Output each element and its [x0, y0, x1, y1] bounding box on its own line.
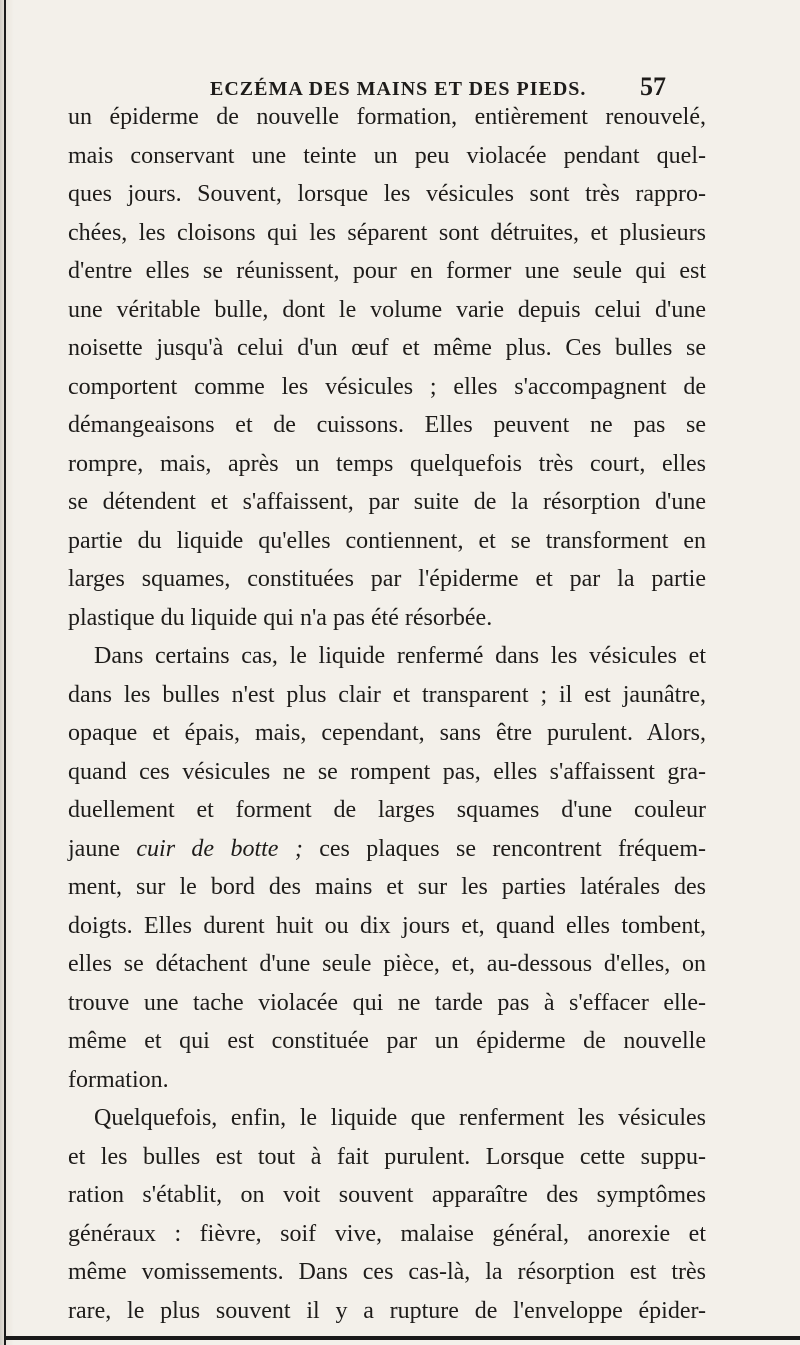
- text-line: rare, le plus souvent il y a rupture de l'enveloppe épider-: [68, 1297, 706, 1324]
- text-line: duellement et forment de larges squames d'une couleur: [68, 797, 706, 823]
- page-bottom-edge-line: [4, 1336, 800, 1340]
- text-line: rompre, mais, après un temps quelquefois très court, elles: [68, 450, 706, 477]
- text-line: et les bulles est tout à fait purulent. Lorsque cette suppu-: [68, 1143, 706, 1170]
- text-line: un épiderme de nouvelle formation, entièrement renouvelé,: [68, 104, 706, 130]
- text-line: dans les bulles n'est plus clair et transparent ; il est jaunâtre,: [68, 681, 706, 708]
- text-line: mais conservant une teinte un peu violacée pendant quel-: [68, 142, 706, 169]
- paragraph-end-line: plastique du liquide qui n'a pas été résorbée.: [68, 604, 493, 631]
- binding-edge-line: [4, 0, 6, 1345]
- text-line: démangeaisons et de cuissons. Elles peuvent ne pas se: [68, 412, 706, 438]
- italic-phrase: cuir de botte ;: [136, 835, 303, 862]
- text-line: quand ces vésicules ne se rompent pas, elles s'affaissent gra-: [68, 758, 706, 785]
- text-line: même vomissements. Dans ces cas-là, la résorption est très: [68, 1259, 706, 1285]
- page-number: 57: [640, 72, 666, 101]
- paragraph-first-line: Dans certains cas, le liquide renfermé dans les vésicules et: [94, 643, 706, 669]
- text-line: opaque et épais, mais, cependant, sans être purulent. Alors,: [68, 720, 706, 746]
- text-line: ment, sur le bord des mains et sur les parties latérales des: [68, 874, 706, 900]
- paragraph-end-line: formation.: [68, 1066, 169, 1093]
- text-line: se détendent et s'affaissent, par suite de la résorption d'une: [68, 489, 706, 515]
- text-line-with-italic: [68, 830, 706, 869]
- text-line: comportent comme les vésicules ; elles s'accompagnent de: [68, 373, 706, 400]
- text-line: elles se détachent d'une seule pièce, et, au-dessous d'elles, on: [68, 951, 706, 977]
- text-line: larges squames, constituées par l'épiderme et par la partie: [68, 566, 706, 592]
- text-line: ration s'établit, on voit souvent apparaître des symptômes: [68, 1182, 706, 1208]
- text-line: chées, les cloisons qui les séparent sont détruites, et plusieurs: [68, 219, 706, 246]
- text-line: doigts. Elles durent huit ou dix jours et, quand elles tombent,: [68, 912, 706, 939]
- text-line: trouve une tache violacée qui ne tarde pas à s'effacer elle-: [68, 989, 706, 1016]
- text-line: partie du liquide qu'elles contiennent, et se transforment en: [68, 527, 706, 554]
- text-line: noisette jusqu'à celui d'un œuf et même plus. Ces bulles se: [68, 335, 706, 361]
- text-line: d'entre elles se réunissent, pour en former une seule qui est: [68, 258, 706, 284]
- running-title: ECZÉMA DES MAINS ET DES PIEDS.: [210, 78, 587, 100]
- line-text-after-italic: ces plaques se rencontrent fréquem-: [302, 835, 706, 862]
- text-line: une véritable bulle, dont le volume varie depuis celui d'une: [68, 296, 706, 323]
- text-line: même et qui est constituée par un épiderme de nouvelle: [68, 1028, 706, 1054]
- body-text: [68, 98, 706, 1330]
- paragraph-first-line: Quelquefois, enfin, le liquide que renferment les vésicules: [94, 1105, 706, 1131]
- line-text-before-italic: jaune: [68, 835, 137, 862]
- text-line: ques jours. Souvent, lorsque les vésicules sont très rappro-: [68, 181, 706, 207]
- page-gutter-shadow: [0, 0, 14, 1345]
- text-line: généraux : fièvre, soif vive, malaise général, anorexie et: [68, 1220, 706, 1247]
